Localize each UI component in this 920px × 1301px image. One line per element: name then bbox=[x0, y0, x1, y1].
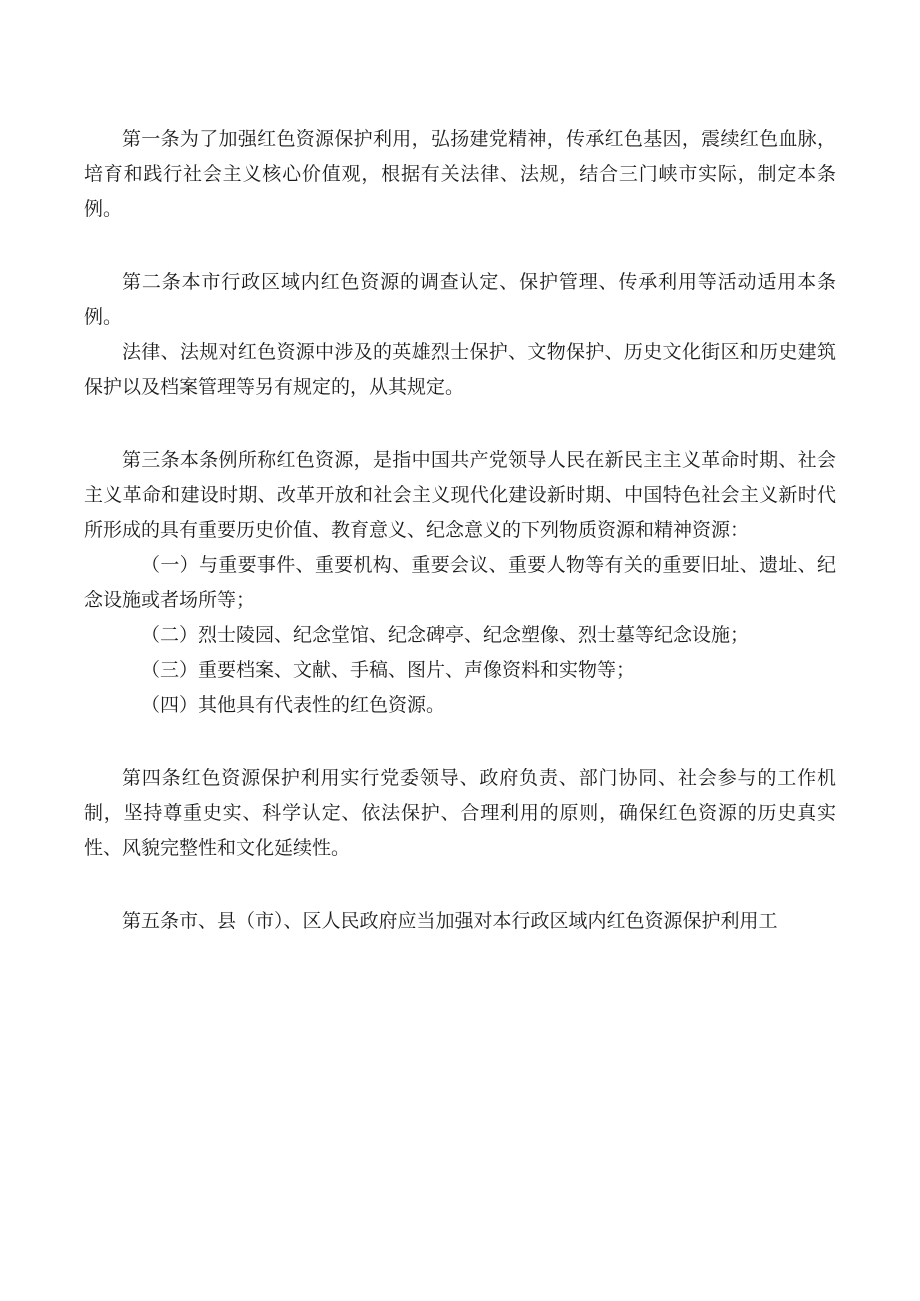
article-5-paragraph: 第五条市、县（市）、区人民政府应当加强对本行政区域内红色资源保护利用工 bbox=[122, 910, 778, 932]
article-3-item-1: （一）与重要事件、重要机构、重要会议、重要人物等有关的重要旧址、遗址、纪念设施或者场所等； bbox=[84, 554, 836, 611]
document-page bbox=[84, 122, 836, 939]
article-2-paragraph: 第二条本市行政区域内红色资源的调查认定、保护管理、传承利用等活动适用本条例。 bbox=[84, 271, 836, 328]
article-3-paragraph: 第三条本条例所称红色资源，是指中国共产党领导人民在新民主主义革命时期、社会主义革命和建设时期、改革开放和社会主义现代化建设新时期、中国特色社会主义新时代所形成的具有重要历史价值、教育意义、纪念意义的下列物质资源和精神资源： bbox=[84, 449, 836, 541]
article-4-paragraph: 第四条红色资源保护利用实行党委领导、政府负责、部门协同、社会参与的工作机制，坚持尊重史实、科学认定、依法保护、合理利用的原则，确保红色资源的历史真实性、风貌完整性和文化延续性。 bbox=[84, 767, 836, 859]
article-3-item-2: （二）烈士陵园、纪念堂馆、纪念碑亭、纪念塑像、烈士墓等纪念设施； bbox=[141, 624, 750, 646]
article-2-clause-paragraph: 法律、法规对红色资源中涉及的英雄烈士保护、文物保护、历史文化街区和历史建筑保护以及档案管理等另有规定的，从其规定。 bbox=[84, 341, 836, 398]
article-3-item-3: （三）重要档案、文献、手稿、图片、声像资料和实物等； bbox=[141, 659, 636, 681]
article-1-paragraph: 第一条为了加强红色资源保护利用，弘扬建党精神，传承红色基因，震续红色血脉，培育和践行社会主义核心价值观，根据有关法律、法规，结合三门峡市实际，制定本条例。 bbox=[84, 128, 836, 220]
article-3-item-4: （四）其他具有代表性的红色资源。 bbox=[141, 694, 446, 716]
